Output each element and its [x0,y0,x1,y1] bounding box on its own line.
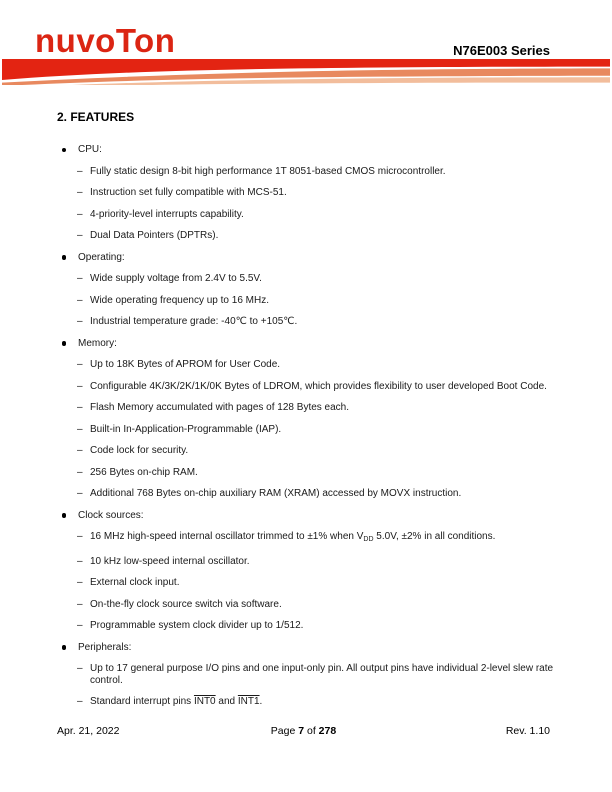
text-segment: Up to 17 general purpose I/O pins and one input-only pin. All output pins have individual 2-level slew rate control. [90,663,554,686]
feature-item-text [90,467,556,479]
dash-icon: – [77,620,83,631]
feature-item [57,295,556,307]
page-content [57,111,556,718]
page-footer [57,725,550,739]
feature-item-text [90,166,556,178]
text-segment: of [304,725,319,737]
text-segment: 256 Bytes on-chip RAM. [90,466,198,478]
text-segment: 5.0V, ±2% in all conditions. [373,531,496,542]
feature-group-label: Peripherals: [78,641,132,653]
dash-icon: – [77,402,83,413]
features-list [57,144,556,708]
bullet-icon [62,255,67,260]
dash-icon: – [77,445,83,456]
dash-icon: – [77,380,83,392]
text-segment: Dual Data Pointers (DPTRs). [90,230,219,241]
dash-icon: – [77,696,83,707]
feature-group-label-row [57,144,556,156]
dash-icon: – [77,165,83,177]
feature-group-label: Operating: [78,251,125,263]
feature-item-text [90,663,556,686]
text-segment: Wide supply voltage from 2.4V to 5.5V. [90,273,262,284]
bullet-icon [62,148,67,153]
feature-item-text [90,488,556,500]
text-segment: . [259,696,263,707]
feature-item-text [90,209,556,221]
text-segment: On-the-fly clock source switch via software. [90,598,282,610]
feature-item-text [90,531,556,546]
dash-icon: – [77,273,83,284]
dash-icon: – [77,423,83,435]
text-segment: and [215,696,238,707]
bullet-icon [62,341,67,346]
feature-item [57,663,556,686]
text-segment: 278 [318,725,337,737]
feature-item [57,556,556,568]
feature-item-text [90,381,556,393]
text-segment: DD [363,536,374,543]
feature-item [57,209,556,221]
text-segment: Configurable 4K/3K/2K/1K/0K Bytes of LDROM, which provides flexibility to user developed Boot Code. [90,380,547,392]
feature-item [57,599,556,611]
feature-item-text [90,445,556,457]
nuvoton-logo: nuvoTon [35,22,176,59]
feature-item-text [90,316,556,328]
text-segment: Up to 18K Bytes of APROM for User Code. [90,359,281,370]
dash-icon: – [77,598,83,610]
dash-icon: – [77,531,83,542]
text-segment: INT0 [193,696,216,707]
feature-group-label-row [57,642,556,654]
text-segment: External clock input. [90,577,180,588]
feature-item [57,696,556,708]
text-segment: Flash Memory accumulated with pages of 128 Bytes each. [90,402,350,413]
footer-date: Apr. 21, 2022 [57,725,120,737]
feature-item-text [90,359,556,371]
feature-item [57,488,556,500]
feature-group-label-row [57,338,556,350]
feature-item [57,620,556,632]
text-segment: 10 kHz low-speed internal oscillator. [90,555,250,567]
dash-icon: – [77,316,83,327]
dash-icon: – [77,466,83,478]
text-segment: Instruction set fully compatible with MCS-51. [90,187,287,198]
feature-item-text [90,577,556,589]
feature-item [57,359,556,371]
header-banner [2,59,610,85]
feature-item-text [90,599,556,611]
series-title: N76E003 Series [453,43,550,58]
feature-group-label-row [57,510,556,522]
feature-group-label: Memory: [78,337,117,349]
feature-group-label-row [57,252,556,264]
feature-item [57,273,556,285]
dash-icon: – [77,663,83,674]
feature-item [57,531,556,546]
feature-item [57,424,556,436]
feature-item [57,230,556,242]
text-segment: Industrial temperature grade: -40℃ to +105℃. [90,316,298,327]
text-segment: Page [270,725,299,737]
text-segment: Code lock for security. [90,445,189,456]
feature-item-text [90,556,556,568]
feature-item [57,381,556,393]
feature-item [57,467,556,479]
text-segment: Fully static design 8-bit high performance 1T 8051-based CMOS microcontroller. [90,165,446,177]
bullet-icon [62,513,67,518]
feature-item-text [90,620,556,632]
dash-icon: – [77,208,83,220]
feature-group-label: Clock sources: [78,509,144,521]
dash-icon: – [77,577,83,588]
text-segment: Wide operating frequency up to 16 MHz. [90,294,269,306]
dash-icon: – [77,230,83,241]
feature-item [57,187,556,199]
dash-icon: – [77,359,83,370]
feature-item [57,166,556,178]
feature-item-text [90,230,556,242]
feature-group-label: CPU: [78,144,102,155]
text-segment: INT1 [237,696,260,707]
feature-item-text [90,295,556,307]
bullet-icon [62,645,67,650]
feature-item-text [90,187,556,199]
text-segment: Standard interrupt pins [90,696,194,707]
text-segment: Programmable system clock divider up to 1/512. [90,620,304,631]
feature-item [57,316,556,328]
footer-revision: Rev. 1.10 [505,725,550,737]
feature-item [57,577,556,589]
page-indicator [57,725,550,737]
text-segment: 7 [298,725,305,737]
feature-item-text [90,696,556,708]
dash-icon: – [77,555,83,567]
dash-icon: – [77,187,83,198]
text-segment: Built-in In-Application-Programmable (IAP). [90,423,282,435]
feature-item-text [90,273,556,285]
text-segment: Additional 768 Bytes on-chip auxiliary RAM (XRAM) accessed by MOVX instruction. [90,488,462,499]
feature-item-text [90,402,556,414]
feature-item [57,445,556,457]
dash-icon: – [77,488,83,499]
feature-item [57,402,556,414]
section-title: 2. FEATURES [57,110,135,124]
text-segment: 4-priority-level interrupts capability. [90,208,244,220]
text-segment: 16 MHz high-speed internal oscillator trimmed to ±1% when V [90,531,364,542]
feature-item-text [90,424,556,436]
dash-icon: – [77,294,83,306]
